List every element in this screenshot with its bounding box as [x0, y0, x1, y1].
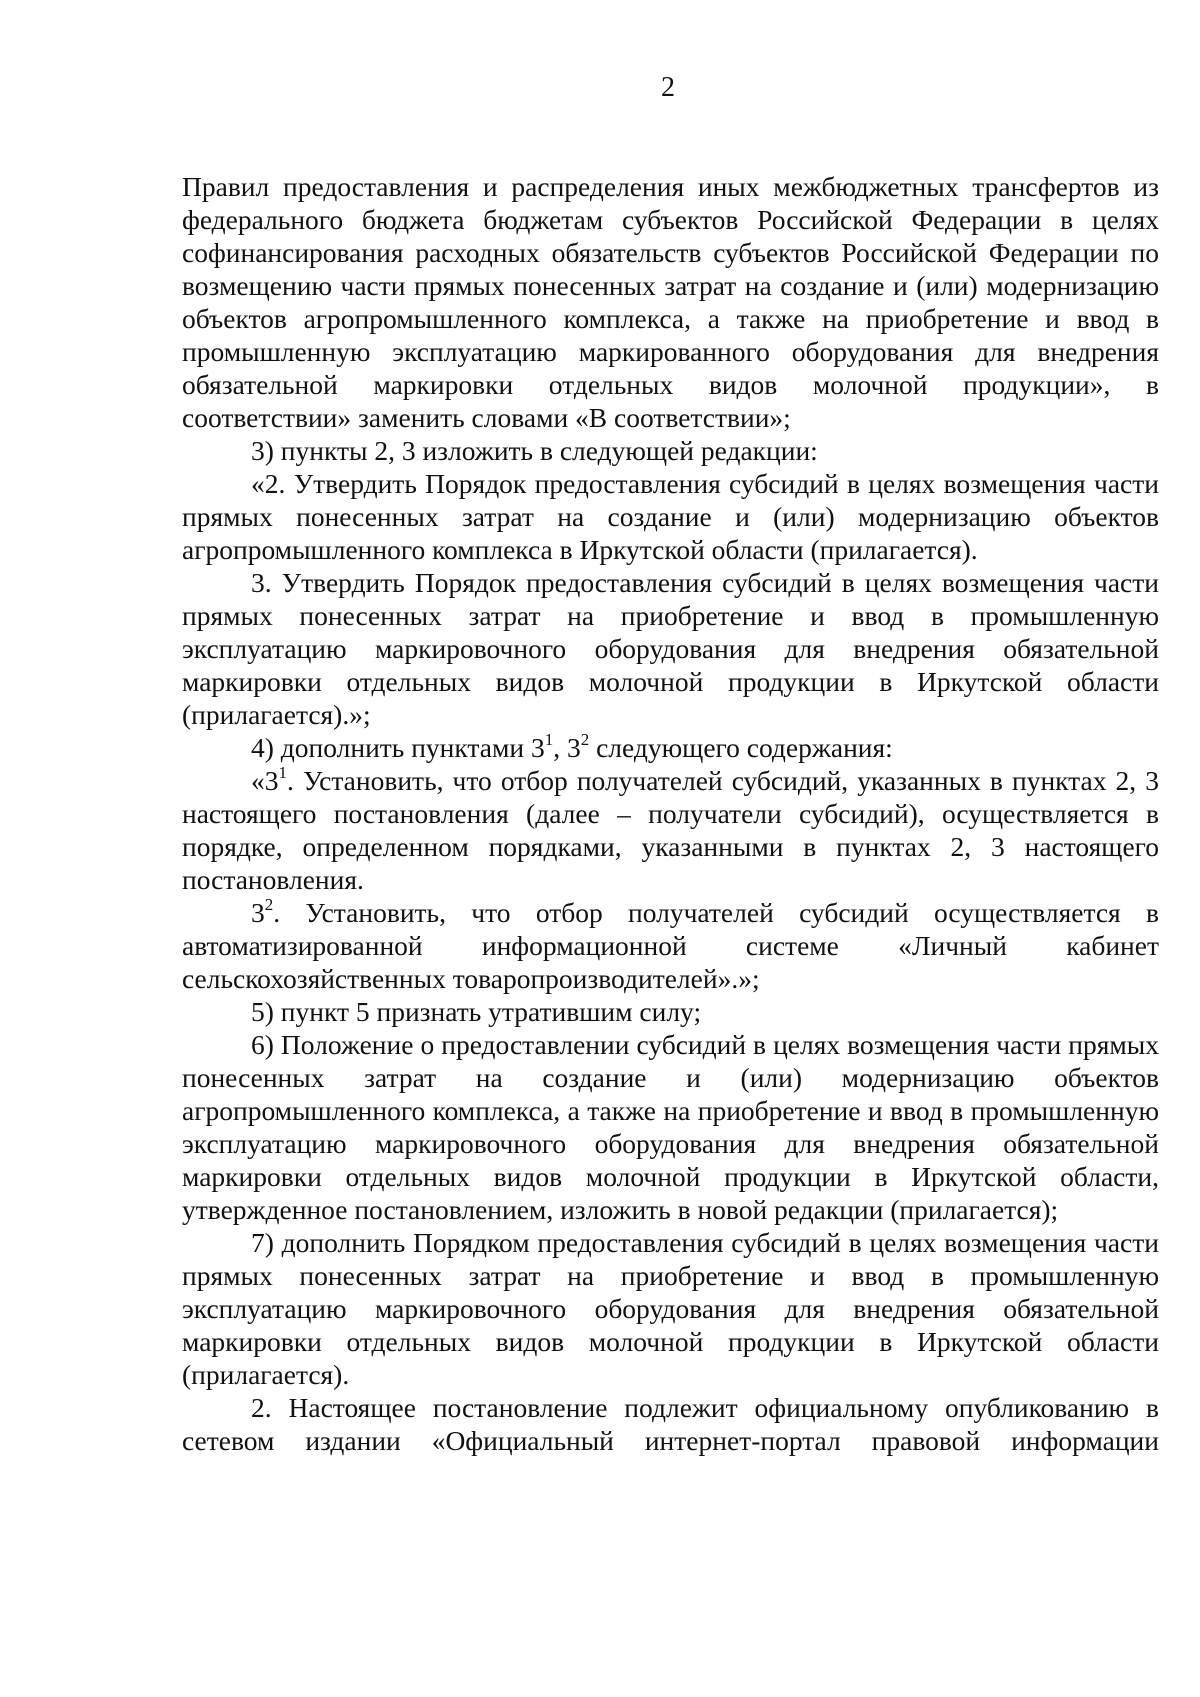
paragraph — [182, 995, 1159, 1028]
paragraph-text: 3. Утвердить Порядок предоставления субсидий в целях возмещения части прямых понесенных затрат на приобретение и ввод в промышленную эксплуатацию маркировочного оборудования для внедрения обязательной маркировки отдельных видов молочной продукции в Иркутской области (прилагается).»; — [182, 567, 1159, 730]
superscript-index: 1 — [278, 762, 287, 782]
paragraph — [182, 1391, 1159, 1457]
paragraph — [182, 896, 1159, 995]
paragraph-text: 5) пункт 5 признать утратившим силу; — [251, 996, 702, 1027]
paragraph-text: , 3 — [553, 732, 581, 763]
paragraph-text: 7) дополнить Порядком предоставления субсидий в целях возмещения части прямых понесенных затрат на приобретение и ввод в промышленную эксплуатацию маркировочного оборудования для внедрения обязательной маркировки отдельных видов молочной продукции в Иркутской области (прилагается). — [182, 1227, 1159, 1390]
document-body — [182, 170, 1159, 1457]
superscript-index: 1 — [544, 729, 554, 749]
paragraph — [182, 467, 1159, 566]
page-number: 2 — [661, 72, 675, 103]
paragraph — [182, 731, 1159, 764]
paragraph — [182, 170, 1159, 434]
paragraph-text: 3 — [251, 897, 265, 928]
paragraph-text: . Установить, что отбор получателей субсидий, указанных в пунктах 2, 3 настоящего постановления (далее – получатели субсидий), осуществляется в порядке, определенном порядками, указанными в пунктах 2, 3 настоящего постановления. — [182, 765, 1159, 895]
paragraph — [182, 1226, 1159, 1391]
paragraph-text: 3) пункты 2, 3 изложить в следующей редакции: — [251, 435, 818, 466]
superscript-index: 2 — [580, 729, 590, 749]
superscript-index: 2 — [264, 894, 274, 914]
paragraph-text: Правил предоставления и распределения иных межбюджетных трансфертов из федерального бюджета бюджетам субъектов Российской Федерации в целях софинансирования расходных обязательств субъектов Российской Федерации по возмещению части прямых понесенных затрат на создание и (или) модернизацию объектов агропромышленного комплекса, а также на приобретение и ввод в промышленную эксплуатацию маркированного оборудования для внедрения обязательной маркировки отдельных видов молочной продукции», в соответствии» заменить словами «В соответствии»; — [182, 171, 1159, 433]
paragraph — [182, 566, 1159, 731]
paragraph — [182, 434, 1159, 467]
paragraph — [182, 1028, 1159, 1226]
paragraph-text: следующего содержания: — [589, 732, 893, 763]
paragraph-text: . Установить, что отбор получателей субсидий осуществляется в автоматизированной информационной системе «Личный кабинет сельскохозяйственных товаропроизводителей».»; — [182, 897, 1159, 994]
paragraph-text: 2. Настоящее постановление подлежит официальному опубликованию в сетевом издании «Официальный интернет-портал правовой информации — [182, 1392, 1159, 1456]
paragraph — [182, 764, 1159, 896]
paragraph-text: «3 — [251, 765, 279, 796]
paragraph-text: 6) Положение о предоставлении субсидий в целях возмещения части прямых понесенных затрат на создание и (или) модернизацию объектов агропромышленного комплекса, а также на приобретение и ввод в промышленную эксплуатацию маркировочного оборудования для внедрения обязательной маркировки отдельных видов молочной продукции в Иркутской области, утвержденное постановлением, изложить в новой редакции (прилагается); — [182, 1029, 1159, 1225]
paragraph-text: «2. Утвердить Порядок предоставления субсидий в целях возмещения части прямых понесенных затрат на создание и (или) модернизацию объектов агропромышленного комплекса в Иркутской области (прилагается). — [182, 468, 1159, 565]
paragraph-text: 4) дополнить пунктами 3 — [251, 732, 545, 763]
